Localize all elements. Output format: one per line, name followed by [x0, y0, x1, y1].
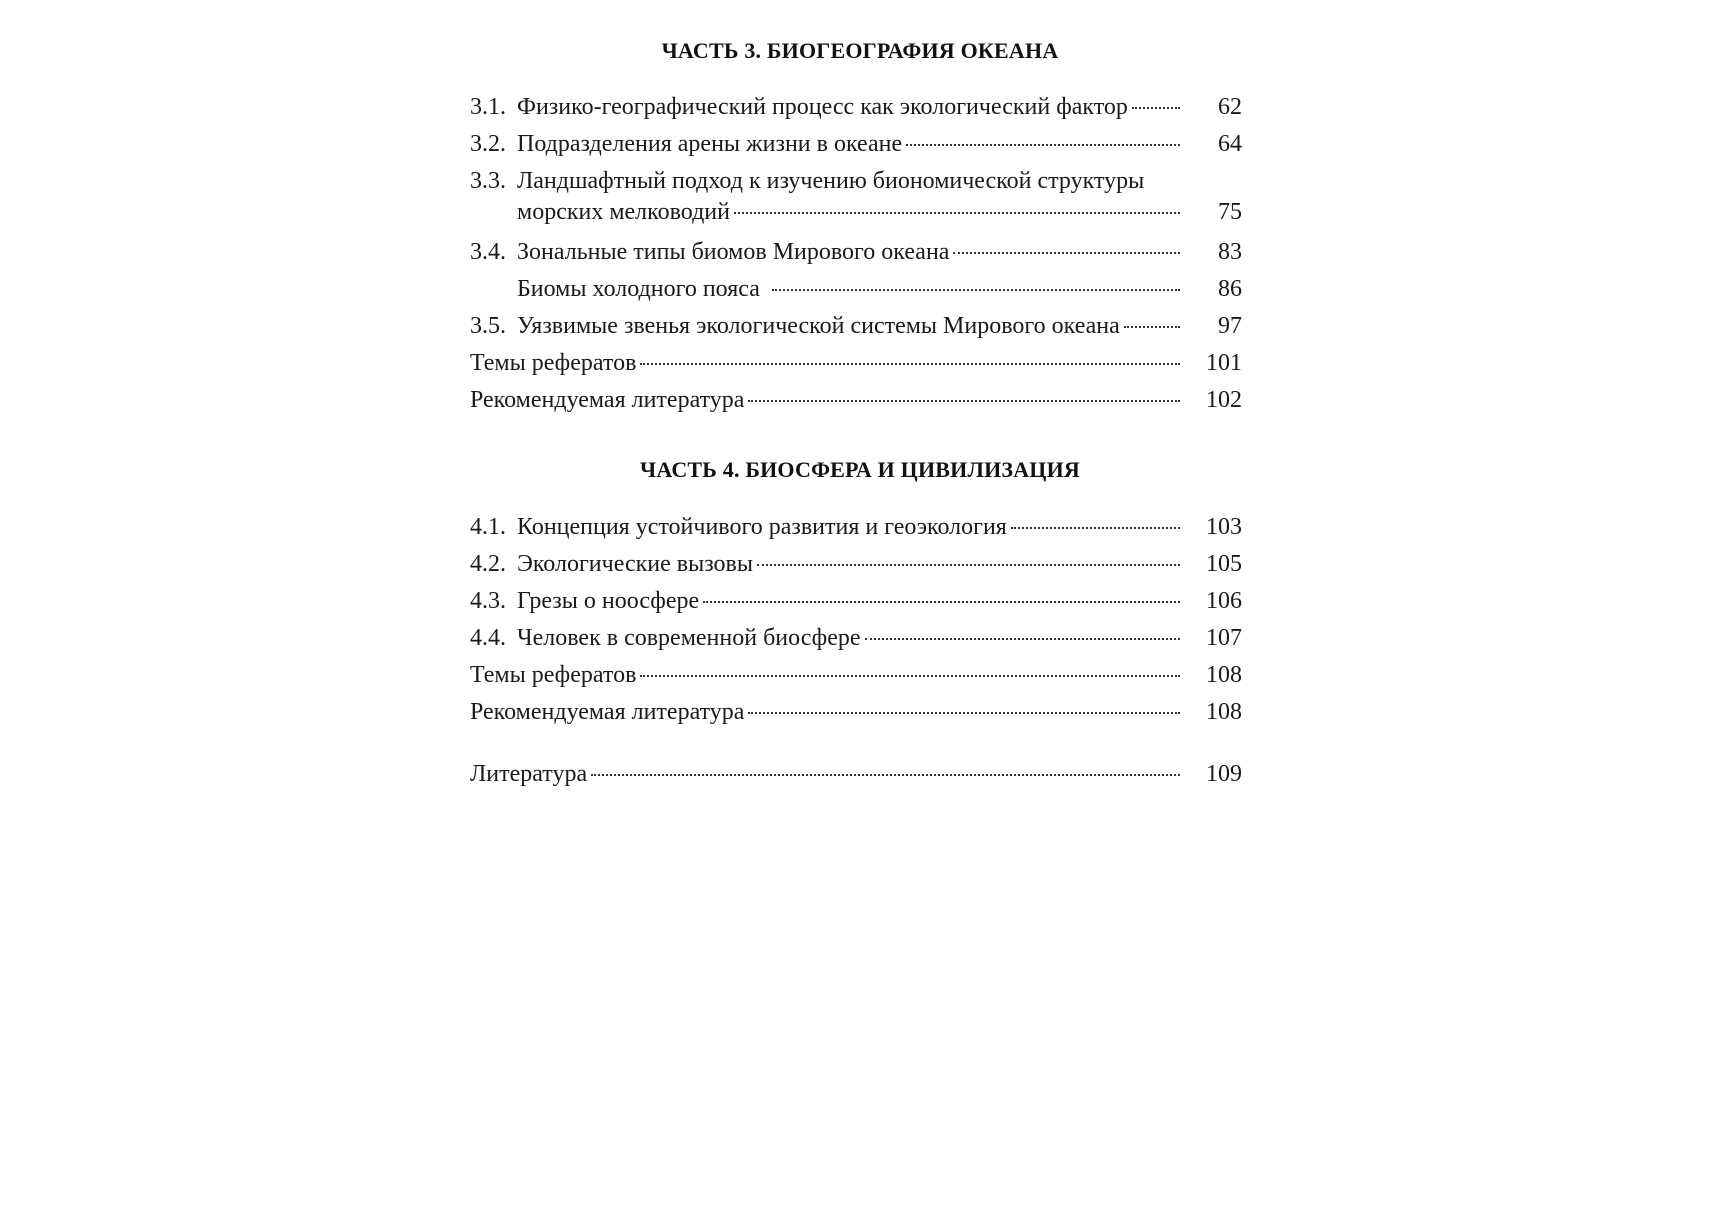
- entry-title: Концепция устойчивого развития и геоэкология: [517, 514, 1007, 540]
- part-4-heading: ЧАСТЬ 4. БИОСФЕРА И ЦИВИЛИЗАЦИЯ: [640, 457, 1080, 482]
- toc-entry[interactable]: [470, 662, 1242, 696]
- dot-leader: [1011, 527, 1180, 529]
- entry-number: 3.2.: [470, 131, 506, 157]
- entry-number: 4.2.: [470, 551, 506, 577]
- dot-leader: [757, 564, 1180, 566]
- toc-entry[interactable]: [470, 239, 1242, 273]
- entry-page-number: 75: [1218, 199, 1242, 225]
- entry-title-line-2: морских мелководий: [517, 199, 730, 225]
- entry-page-number: 97: [1218, 313, 1242, 339]
- entry-title: Темы рефератов: [470, 350, 637, 376]
- entry-number: 3.3.: [470, 168, 506, 194]
- entry-page-number: 62: [1218, 94, 1242, 120]
- toc-entry[interactable]: [470, 168, 1242, 238]
- entry-title: Биомы холодного пояса: [517, 276, 760, 302]
- toc-entry-bibliography[interactable]: [470, 761, 1242, 795]
- entry-title: Рекомендуемая литература: [470, 387, 745, 413]
- toc-entry[interactable]: [470, 131, 1242, 165]
- entry-page-number: 105: [1206, 551, 1242, 577]
- dot-leader: [734, 212, 1180, 214]
- toc-entry[interactable]: [470, 94, 1242, 128]
- entry-title: Физико-географический процесс как экологический фактор: [517, 94, 1128, 120]
- entry-number: 3.4.: [470, 239, 506, 265]
- entry-title: Зональные типы биомов Мирового океана: [517, 239, 950, 265]
- toc-entry[interactable]: [470, 276, 1242, 310]
- toc-entry[interactable]: [470, 588, 1242, 622]
- toc-entry[interactable]: [470, 625, 1242, 659]
- entry-page-number: 102: [1206, 387, 1242, 413]
- dot-leader: [772, 289, 1180, 291]
- entry-title: Литература: [470, 761, 588, 787]
- entry-title: Рекомендуемая литература: [470, 699, 745, 725]
- entry-page-number: 108: [1206, 662, 1242, 688]
- entry-page-number: 83: [1218, 239, 1242, 265]
- dot-leader: [591, 774, 1180, 776]
- dot-leader: [1132, 107, 1180, 109]
- dot-leader: [906, 144, 1180, 146]
- dot-leader: [865, 638, 1180, 640]
- entry-title: Уязвимые звенья экологической системы Мирового океана: [517, 313, 1120, 339]
- entry-page-number: 109: [1206, 761, 1242, 787]
- entry-page-number: 106: [1206, 588, 1242, 614]
- toc-entry[interactable]: [470, 387, 1242, 421]
- toc-entry[interactable]: [470, 551, 1242, 585]
- entry-number: 4.3.: [470, 588, 506, 614]
- dot-leader: [748, 712, 1180, 714]
- toc-entry[interactable]: [470, 350, 1242, 384]
- entry-number: 3.1.: [470, 94, 506, 120]
- entry-title: Подразделения арены жизни в океане: [517, 131, 903, 157]
- dot-leader: [748, 400, 1180, 402]
- toc-entry[interactable]: [470, 699, 1242, 733]
- entry-page-number: 103: [1206, 514, 1242, 540]
- dot-leader: [640, 363, 1180, 365]
- entry-number: 3.5.: [470, 313, 506, 339]
- part-3-heading: ЧАСТЬ 3. БИОГЕОГРАФИЯ ОКЕАНА: [661, 38, 1059, 63]
- entry-page-number: 86: [1218, 276, 1242, 302]
- toc-entry[interactable]: [470, 313, 1242, 347]
- dot-leader: [640, 675, 1180, 677]
- entry-page-number: 101: [1206, 350, 1242, 376]
- dot-leader: [703, 601, 1180, 603]
- toc-entry[interactable]: [470, 514, 1242, 548]
- entry-title: Человек в современной биосфере: [517, 625, 861, 651]
- dot-leader: [953, 252, 1180, 254]
- entry-number: 4.1.: [470, 514, 506, 540]
- dot-leader: [1124, 326, 1180, 328]
- entry-title: Грезы о ноосфере: [517, 588, 700, 614]
- entry-page-number: 108: [1206, 699, 1242, 725]
- entry-page-number: 64: [1218, 131, 1242, 157]
- entry-title: Темы рефератов: [470, 662, 637, 688]
- entry-title-line-1: Ландшафтный подход к изучению биономической структуры: [517, 168, 1145, 194]
- entry-title: Экологические вызовы: [517, 551, 754, 577]
- entry-number: 4.4.: [470, 625, 506, 651]
- entry-page-number: 107: [1206, 625, 1242, 651]
